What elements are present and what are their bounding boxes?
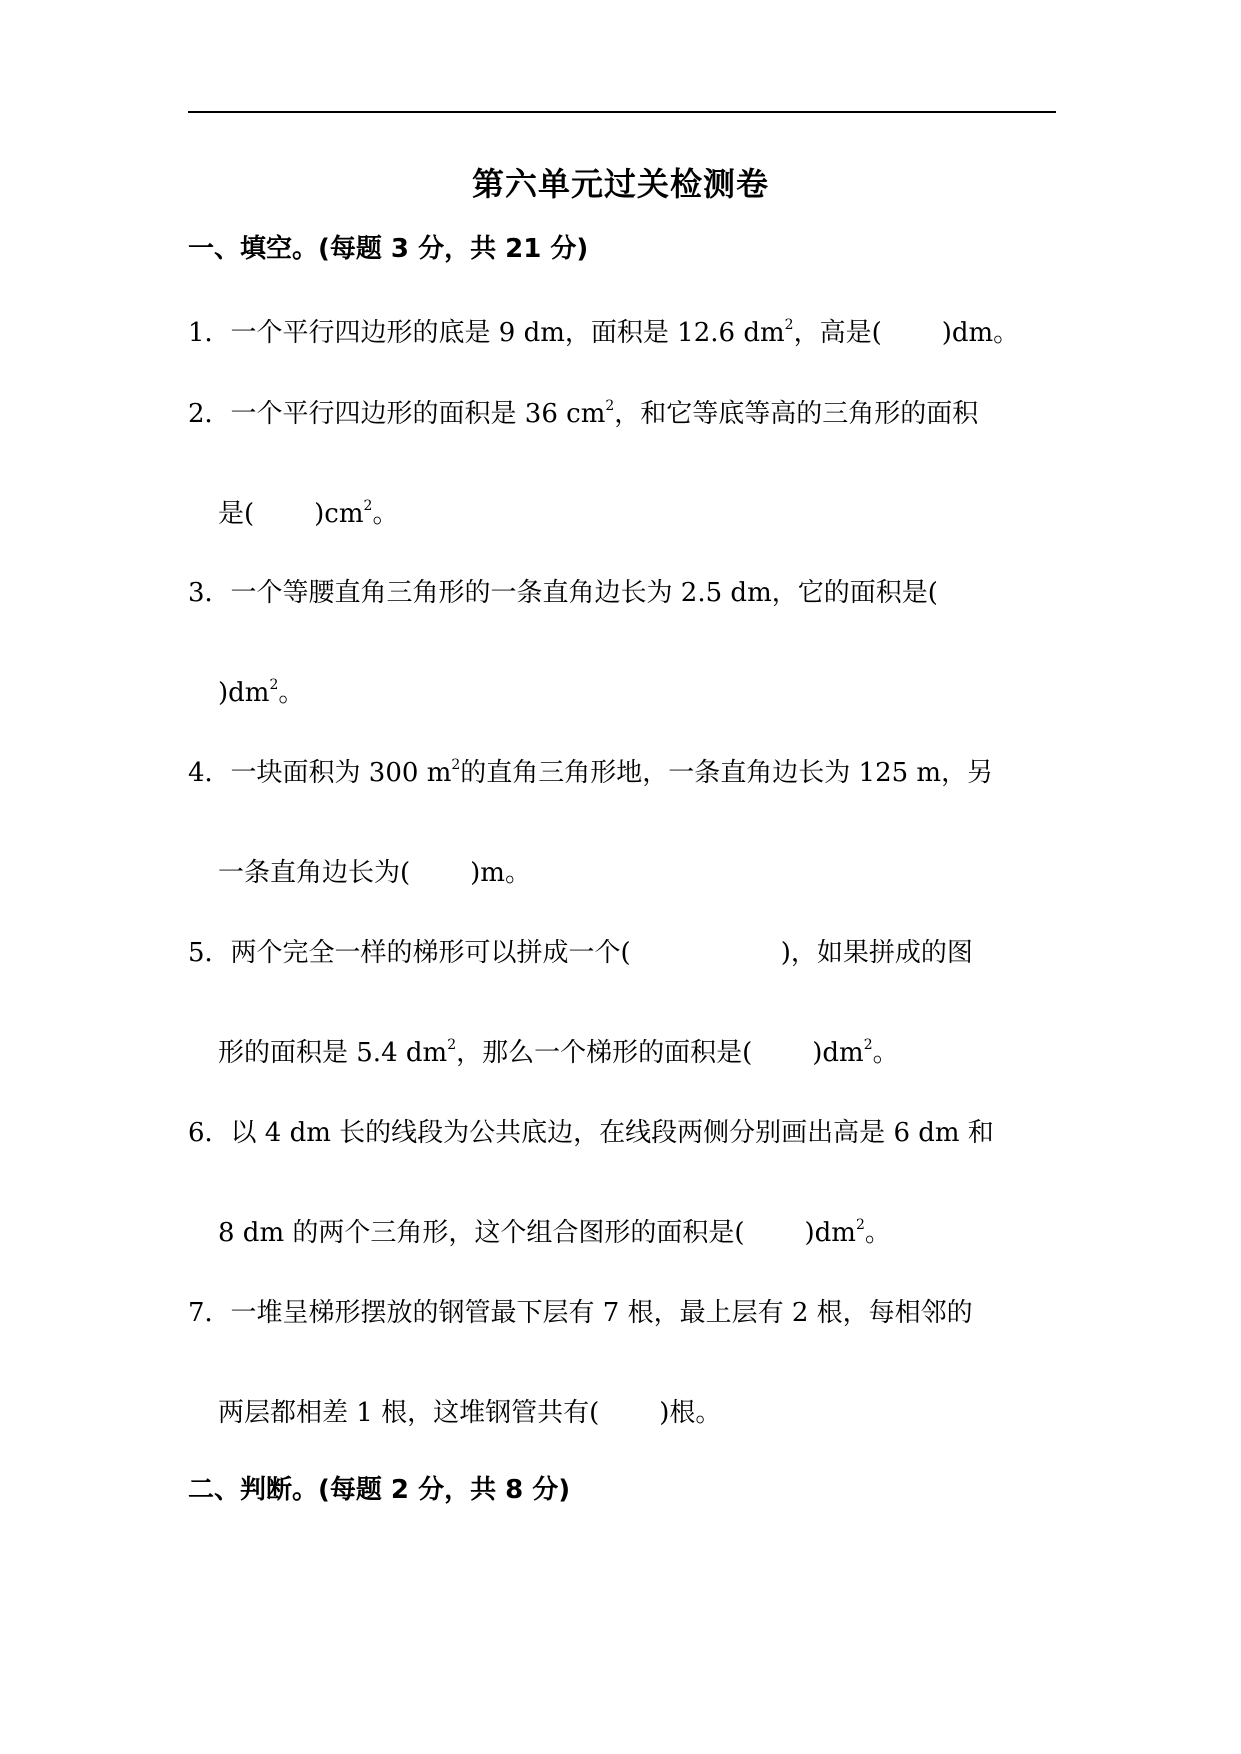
question-5: 5．两个完全一样的梯形可以拼成一个( )，如果拼成的图 bbox=[188, 938, 973, 968]
question-1: 1．一个平行四边形的底是 9 dm，面积是 12.6 $dm^2$，高是( )dm。 bbox=[188, 317, 1020, 348]
question-7-continued: 两层都相差 1 根，这堆钢管共有( )根。 bbox=[218, 1398, 722, 1428]
header-rule bbox=[188, 111, 1056, 113]
section-heading-fill-blank: 一、填空。(每题 3 分，共 21 分) bbox=[188, 234, 589, 264]
question-6: 6．以 4 dm 长的线段为公共底边，在线段两侧分别画出高是 6 dm 和 bbox=[188, 1118, 994, 1148]
question-6-continued: 8 dm 的两个三角形，这个组合图形的面积是( )$dm^2$。 bbox=[218, 1217, 891, 1248]
question-4-continued: 一条直角边长为( )m。 bbox=[218, 858, 531, 888]
page-title: 第六单元过关检测卷 bbox=[471, 165, 769, 203]
question-2-continued: 是( )$cm^2$。 bbox=[218, 498, 399, 529]
question-3-continued: )$dm^2$。 bbox=[218, 677, 305, 708]
question-3: 3．一个等腰直角三角形的一条直角边长为 2.5 dm，它的面积是( bbox=[188, 578, 938, 608]
question-4: 4．一块面积为 300 $m^2$的直角三角形地，一条直角边长为 125 m，另 bbox=[188, 757, 994, 788]
question-7: 7．一堆呈梯形摆放的钢管最下层有 7 根，最上层有 2 根，每相邻的 bbox=[188, 1298, 973, 1328]
question-2: 2．一个平行四边形的面积是 36 $cm^2$，和它等底等高的三角形的面积 bbox=[188, 398, 979, 429]
section-heading-judgement: 二、判断。(每题 2 分，共 8 分) bbox=[188, 1475, 571, 1505]
question-5-continued: 形的面积是 5.4 $dm^2$，那么一个梯形的面积是( )$dm^2$。 bbox=[218, 1037, 899, 1068]
